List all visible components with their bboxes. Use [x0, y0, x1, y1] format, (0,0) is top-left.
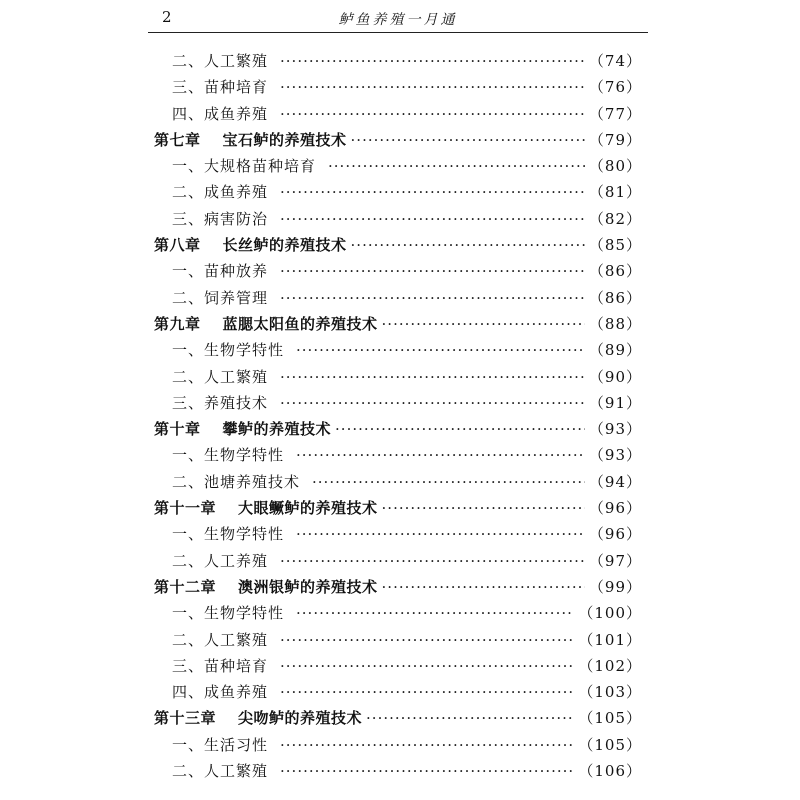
dot-leader: [366, 705, 574, 731]
page-reference: （74）: [588, 52, 642, 70]
dot-leader: [382, 574, 585, 600]
page-reference: （97）: [588, 551, 642, 570]
chapter-label: [154, 311, 378, 337]
dot-leader: [382, 311, 585, 337]
dot-leader: [382, 495, 585, 521]
page-reference: （76）: [588, 78, 642, 97]
page-reference: （100）: [578, 604, 642, 623]
section-label: 四、成鱼养殖: [172, 683, 269, 702]
page-reference: （101）: [578, 630, 642, 649]
section-label: 四、成鱼养殖: [172, 104, 269, 123]
chapter-number: 第八章: [154, 236, 201, 255]
page-reference: （86）: [588, 288, 642, 307]
running-title: 鲈鱼养殖一月通: [338, 12, 458, 28]
page-reference: （81）: [588, 183, 642, 202]
page-reference: （93）: [588, 420, 642, 439]
chapter-title: 宝石鲈的养殖技术: [222, 130, 347, 149]
chapter-label: [154, 232, 347, 258]
toc-section-row[interactable]: [154, 600, 642, 626]
section-label: 三、病害防治: [172, 209, 269, 228]
page-reference: （88）: [588, 314, 642, 333]
toc-section-row[interactable]: [154, 337, 642, 363]
toc-chapter-row[interactable]: [154, 311, 642, 337]
toc-section-row[interactable]: [154, 285, 642, 311]
section-label: 二、池塘养殖技术: [172, 472, 301, 491]
page-header: [148, 4, 648, 33]
toc-section-row[interactable]: [154, 364, 642, 390]
section-label: 二、人工繁殖: [172, 367, 269, 386]
dot-leader: [335, 416, 585, 442]
section-label: 二、人工繁殖: [172, 630, 269, 649]
page-reference: （99）: [588, 577, 642, 596]
toc-chapter-row[interactable]: [154, 416, 642, 442]
toc-section-row[interactable]: [154, 258, 642, 284]
chapter-label: [154, 416, 331, 442]
chapter-title: 长丝鲈的养殖技术: [222, 236, 347, 255]
chapter-number: 第十二章: [154, 577, 217, 596]
page-reference: （91）: [588, 393, 642, 412]
section-label: 一、苗种放养: [172, 262, 269, 281]
dot-leader: [280, 179, 585, 205]
dot-leader: [296, 337, 585, 363]
dot-leader: [280, 627, 574, 653]
toc-section-row[interactable]: [154, 179, 642, 205]
page-reference: （96）: [588, 525, 642, 544]
section-label: 一、生物学特性: [172, 341, 285, 360]
toc-chapter-row[interactable]: [154, 574, 642, 600]
page-reference: （77）: [588, 104, 642, 123]
dot-leader: [280, 390, 585, 416]
chapter-title: 攀鲈的养殖技术: [222, 420, 332, 439]
dot-leader: [280, 364, 585, 390]
section-label: 一、生物学特性: [172, 446, 285, 465]
chapter-title: 大眼鳜鲈的养殖技术: [238, 499, 378, 518]
section-label: 二、人工繁殖: [172, 762, 269, 781]
dot-leader: [280, 732, 574, 758]
dot-leader: [296, 600, 574, 626]
dot-leader: [280, 758, 574, 784]
toc-chapter-row[interactable]: [154, 705, 642, 731]
toc-section-row[interactable]: [154, 653, 642, 679]
toc-section-row[interactable]: [154, 679, 642, 705]
page-reference: （106）: [578, 762, 642, 781]
toc-section-row[interactable]: [154, 206, 642, 232]
dot-leader: [280, 74, 585, 100]
chapter-number: 第七章: [154, 130, 201, 149]
dot-leader: [280, 258, 585, 284]
chapter-label: [154, 127, 347, 153]
chapter-label: [154, 705, 362, 731]
toc-section-row[interactable]: [154, 627, 642, 653]
dot-leader: [351, 232, 585, 258]
dot-leader: [280, 679, 574, 705]
dot-leader: [280, 48, 585, 74]
section-label: 三、苗种培育: [172, 656, 269, 675]
table-of-contents: [154, 48, 642, 784]
chapter-number: 第十三章: [154, 709, 217, 728]
chapter-number: 第十一章: [154, 499, 217, 518]
dot-leader: [328, 153, 585, 179]
section-label: 二、人工繁殖: [172, 52, 269, 70]
dot-leader: [351, 127, 585, 153]
page-reference: （80）: [588, 157, 642, 176]
toc-section-row[interactable]: [154, 74, 642, 100]
toc-chapter-row[interactable]: [154, 127, 642, 153]
chapter-title: 澳洲银鲈的养殖技术: [238, 577, 378, 596]
dot-leader: [296, 442, 585, 468]
page-number: 2: [162, 8, 172, 26]
dot-leader: [280, 548, 585, 574]
section-label: 一、生物学特性: [172, 525, 285, 544]
section-label: 一、生活习性: [172, 735, 269, 754]
toc-section-row[interactable]: [154, 732, 642, 758]
section-label: 二、人工养殖: [172, 551, 269, 570]
page-reference: （96）: [588, 499, 642, 518]
toc-section-row[interactable]: [154, 758, 642, 784]
dot-leader: [280, 206, 585, 232]
toc-section-row[interactable]: [154, 521, 642, 547]
chapter-number: 第十章: [154, 420, 201, 439]
toc-section-row[interactable]: [154, 153, 642, 179]
page-reference: （94）: [588, 472, 642, 491]
toc-section-row[interactable]: [154, 469, 642, 495]
chapter-label: [154, 574, 378, 600]
page-reference: （105）: [578, 709, 642, 728]
page-reference: （86）: [588, 262, 642, 281]
dot-leader: [280, 285, 585, 311]
chapter-title: 蓝腮太阳鱼的养殖技术: [222, 314, 378, 333]
toc-section-row[interactable]: [154, 101, 642, 127]
chapter-label: [154, 495, 378, 521]
page-reference: （90）: [588, 367, 642, 386]
dot-leader: [296, 521, 585, 547]
page-reference: （103）: [578, 683, 642, 702]
toc-chapter-row[interactable]: [154, 232, 642, 258]
toc-section-row[interactable]: [154, 548, 642, 574]
toc-section-row[interactable]: [154, 390, 642, 416]
page-reference: （105）: [578, 735, 642, 754]
page-reference: （79）: [588, 130, 642, 149]
toc-section-row[interactable]: [154, 442, 642, 468]
chapter-number: 第九章: [154, 314, 201, 333]
section-label: 一、大规格苗种培育: [172, 157, 317, 176]
page-reference: （89）: [588, 341, 642, 360]
section-label: 二、成鱼养殖: [172, 183, 269, 202]
page-reference: （85）: [588, 236, 642, 255]
dot-leader: [280, 653, 574, 679]
toc-chapter-row[interactable]: [154, 495, 642, 521]
page-reference: （82）: [588, 209, 642, 228]
chapter-title: 尖吻鲈的养殖技术: [238, 709, 363, 728]
dot-leader: [312, 469, 585, 495]
section-label: 三、养殖技术: [172, 393, 269, 412]
toc-section-row[interactable]: [154, 48, 642, 74]
page-reference: （102）: [578, 656, 642, 675]
page-reference: （93）: [588, 446, 642, 465]
section-label: 三、苗种培育: [172, 78, 269, 97]
section-label: 一、生物学特性: [172, 604, 285, 623]
section-label: 二、饲养管理: [172, 288, 269, 307]
dot-leader: [280, 101, 585, 127]
